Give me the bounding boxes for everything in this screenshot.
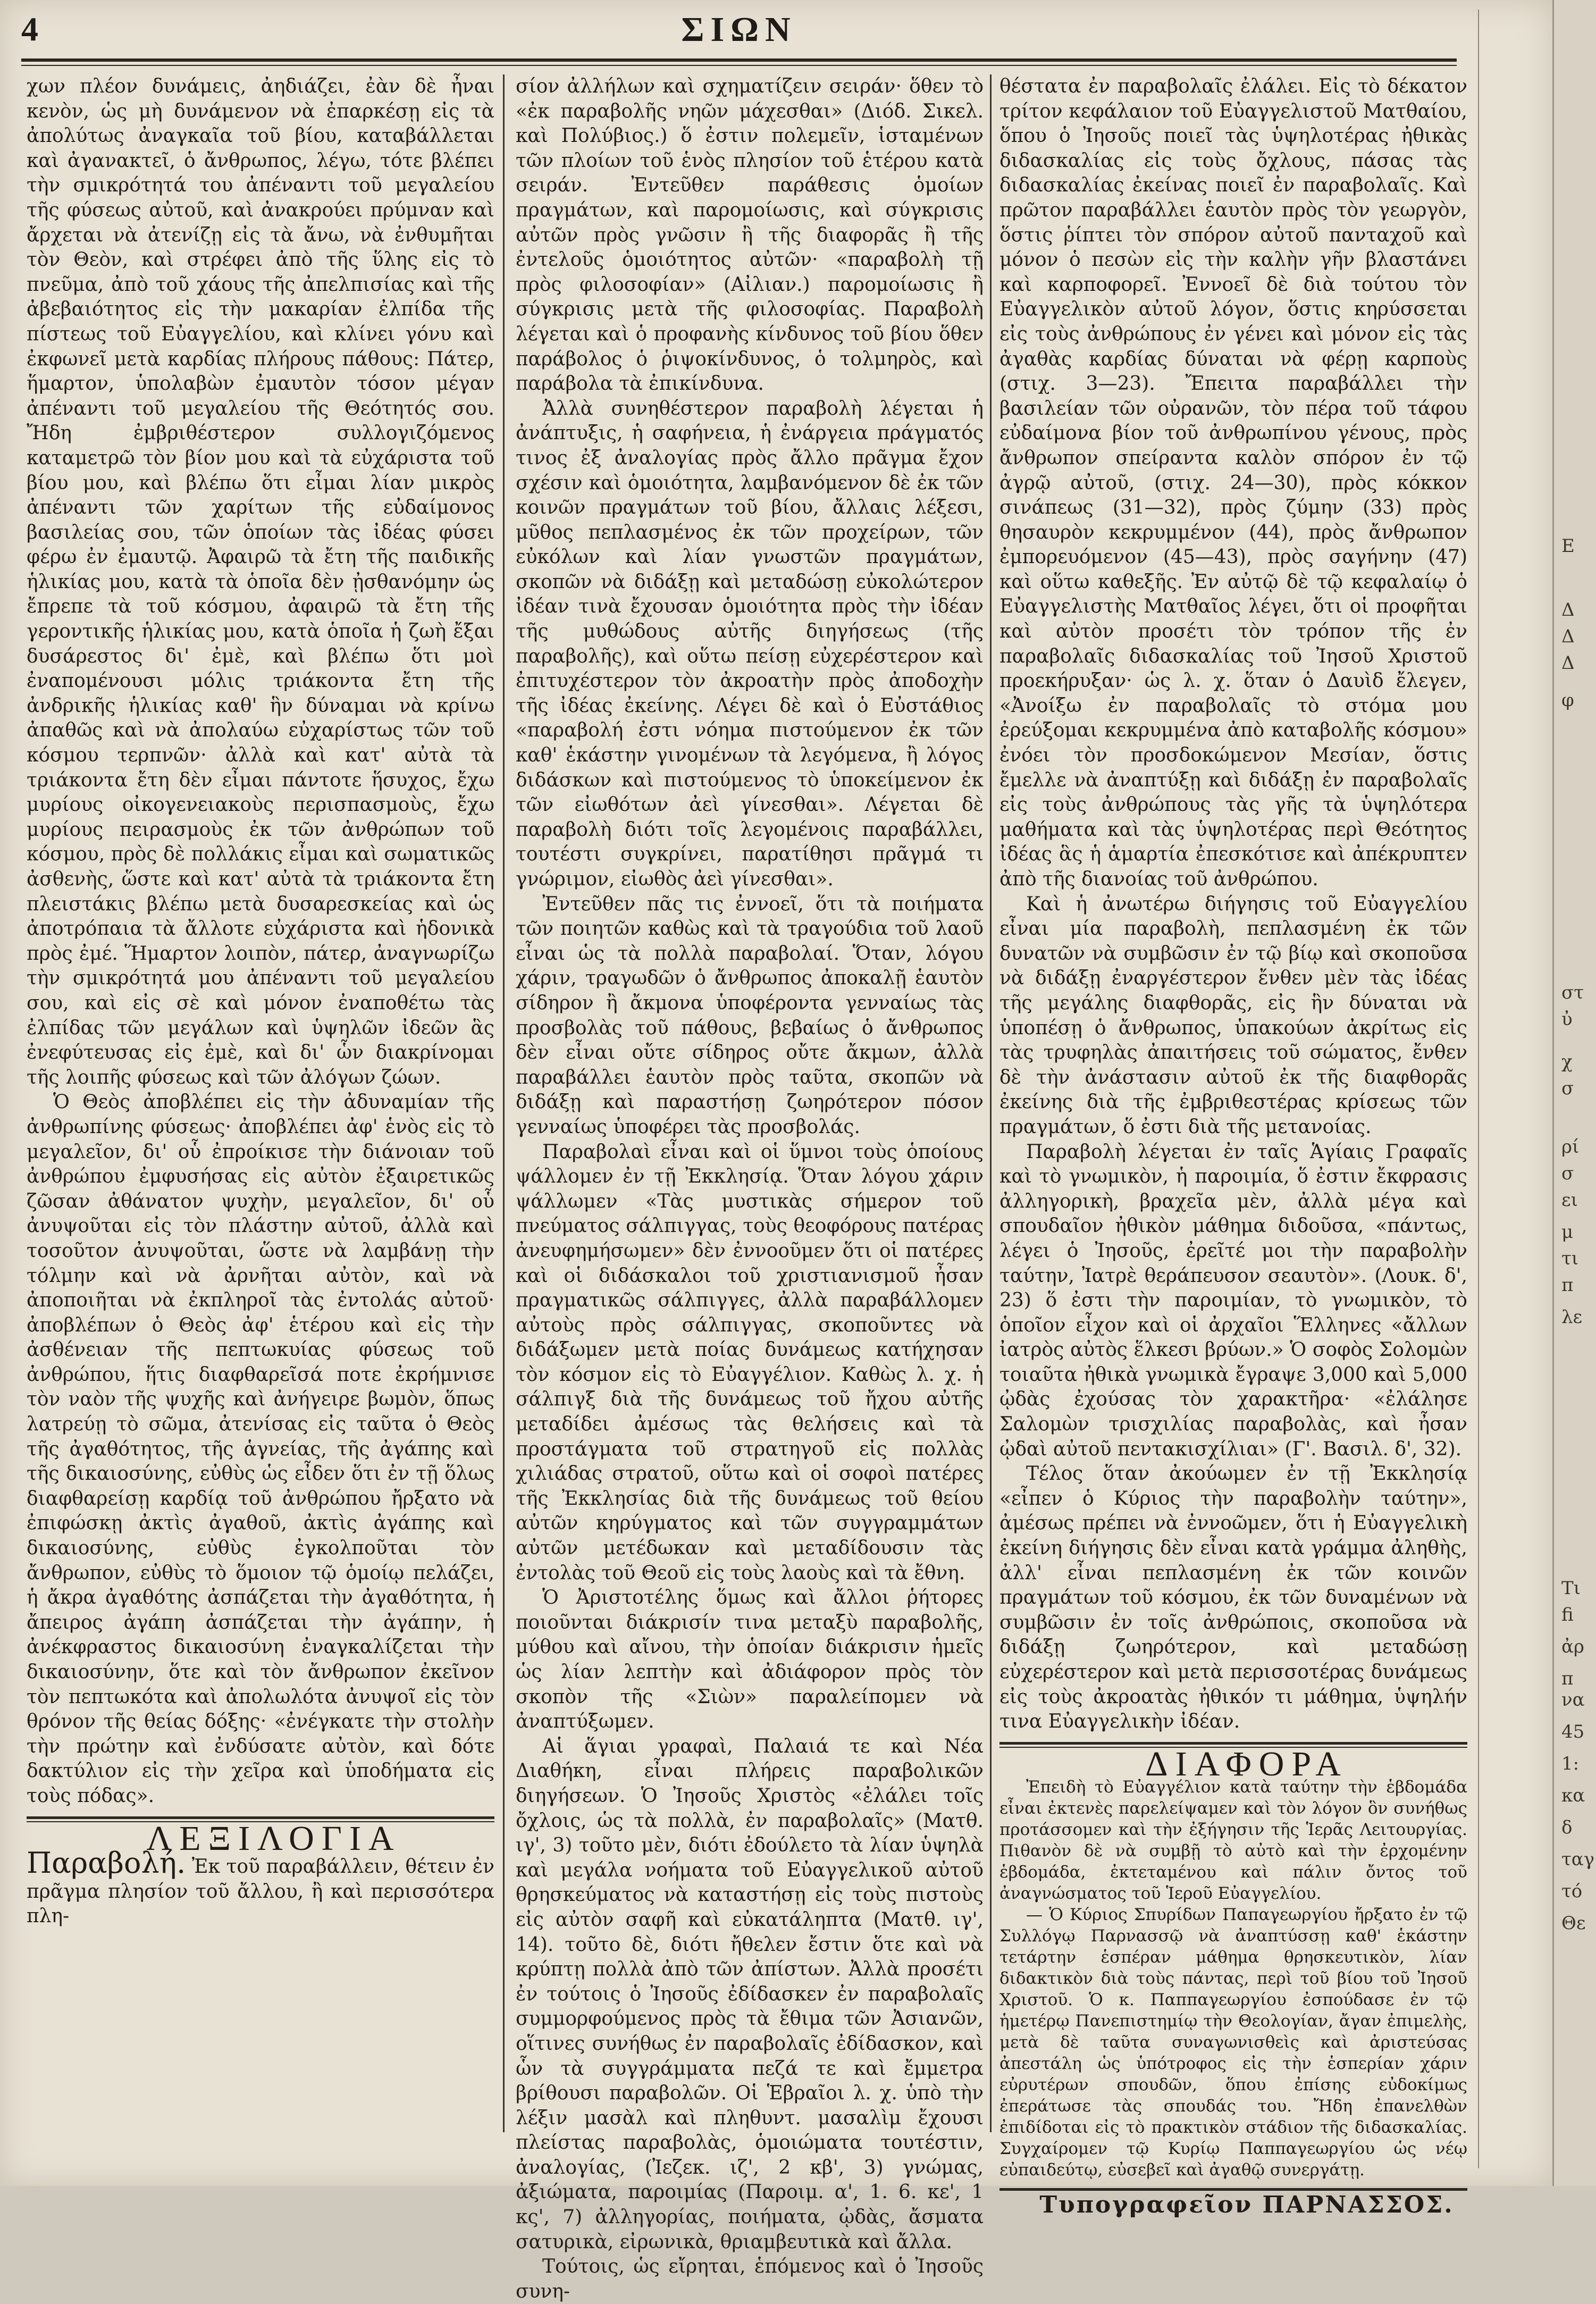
section-rule [999,2188,1467,2191]
col3-paragraph: Παραβολὴ λέγεται ἐν ταῖς Ἁγίαις Γραφαῖς καὶ τὸ γνωμικὸν, ἡ παροιμία, ὅ ἐστιν ἔκφρασις ἀλληγορικὴ, βραχεῖα μὲν, ἀλλὰ μέγα καὶ σπουδαῖον ἠθικὸν μάθημα διδοῦσα, «πάντως, λέγει ὁ Ἰησοῦς, ἐρεῖτέ μοι τὴν παραβολὴν ταύτην, Ἰατρὲ θεράπευσον σεαυτὸν». (Λουκ. δ', 23) ὅ ἐστι τὴν παροιμίαν, τὸ γνωμικὸν, τὸ ὁποῖον εἶχον καὶ οἱ ἀρχαῖοι Ἕλληνες «ἄλλων ἰατρὸς αὐτὸς ἕλκεσι βρύων.» Ὁ σοφὸς Σολομὼν τοιαῦτα ἠθικὰ γνωμικὰ ἔγραψε 3,000 καὶ 5,000 ᾠδὰς ἐχούσας τὸν χαρακτῆρα· «ἐλάλησε Σαλομὼν τρισχιλίας παραβολὰς, καὶ ἦσαν ᾠδαὶ αὐτοῦ πεντακισχίλιαι» (Γ'. Βασιλ. δ', 32). [999,1141,1467,1460]
col3-paragraph: θέστατα ἐν παραβολαῖς ἐλάλει. Εἰς τὸ δέκατον τρίτον κεφάλαιον τοῦ Εὐαγγελιστοῦ Ματθαίου, ὅπου ὁ Ἰησοῦς ποιεῖ τὰς ὑψηλοτέρας ἠθικὰς διδασκαλίας εἰς τοὺς ὄχλους, πάσας τὰς διδασκαλίας ἐκείνας ποιεῖ ἐν παραβολαῖς. Καὶ πρῶτον παραβάλλει ἑαυτὸν πρὸς τὸν γεωργὸν, ὅστις ῥίπτει τὸν σπόρον αὐτοῦ πανταχοῦ καὶ μόνον ὁ πεσὼν εἰς τὴν καλὴν γῆν βλαστάνει καὶ καρποφορεῖ. Ἐννοεῖ δὲ διὰ τούτου τὸν Εὐαγγελικὸν αὐτοῦ λόγον, ὅστις κηρύσσεται εἰς τοὺς ἀνθρώπους ἐν γένει καὶ μόνον εἰς τὰς ἀγαθὰς καρδίας δύναται νὰ φέρῃ καρποὺς (στιχ. 3—23). Ἔπειτα παραβάλλει τὴν βασιλείαν τῶν οὐρανῶν, τὸν πέρα τοῦ τάφου εὐδαίμονα βίον τοῦ ἀνθρωπίνου γένους, πρὸς ἄνθρωπον σπείραντα καλὸν σπόρον ἐν τῷ ἀγρῷ αὐτοῦ, (στιχ. 24—30), πρὸς κόκκον σινάπεως (31—32), πρὸς ζύμην (33) πρὸς θησαυρὸν κεκρυμμένον (44), πρὸς ἄνθρωπον ἐμπορευόμενον (45—43), πρὸς σαγήνην (47) καὶ οὕτω καθεξῆς. Ἐν αὐτῷ δὲ τῷ κεφαλαίῳ ὁ Εὐαγγελιστὴς Ματθαῖος λέγει, ὅτι οἱ προφῆται καὶ αὐτὸν προσέτι τὸν τρόπον τῆς ἐν παραβολαῖς διδασκαλίας τοῦ Ἰησοῦ Χριστοῦ προεκήρυξαν· ὡς λ. χ. ὅταν ὁ Δαυὶδ ἔλεγεν, «Ἀνοίξω ἐν παραβολαῖς τὸ στόμα μου ἐρεύξομαι κεκρυμμένα ἀπὸ καταβολῆς κόσμου» ἐνόει τὸν προσδοκώμενον Μεσίαν, ὅστις ἔμελλε νὰ ἀναπτύξῃ καὶ διδάξῃ ἐν παραβολαῖς εἰς τοὺς ἀνθρώπους τὰς γῆς τὰ ὑψηλότερα μαθήματα καὶ τὰς ὑψηλοτέρας περὶ Θεότητος ἰδέας ἃς ἡ ἁμαρτία ἐπεσκότισε καὶ ἀπέκρυπτεν ἀπὸ τῆς διανοίας τοῦ ἀνθρώπου. [999,76,1467,890]
column-2 [516,74,984,2302]
adjacent-page-fragment: κα [1561,1785,1585,1806]
adjacent-page-fragment: Θε [1561,1913,1586,1934]
adjacent-page-fragment: σ [1561,1163,1574,1184]
adjacent-page-fragment: ρί [1561,1136,1580,1158]
adjacent-page-fragment: Δ [1561,652,1575,674]
col2-paragraph: Ἀλλὰ συνηθέστερον παραβολὴ λέγεται ἡ ἀνάπτυξις, ἡ σαφήνεια, ἡ ἐνάργεια πράγματός τινος ἐξ ἀναλογίας πρὸς ἄλλο πρᾶγμα ἔχον σχέσιν καὶ ὁμοιότητα, λαμβανόμενον δὲ ἐκ τῶν κοινῶν πραγμάτων τοῦ βίου, ἄλλαις λέξεσι, μῦθος πεπλασμένος ἐκ τῶν προχείρων, τῶν εὐκόλων καὶ λίαν γνωστῶν πραγμάτων, σκοπῶν νὰ διδάξῃ καὶ μεταδώσῃ εὐκολώτερον ἰδέαν τινὰ ἔχουσαν ὁμοιότητα πρὸς τὴν ἰδέαν τῆς μυθώδους αὐτῆς διηγήσεως (τῆς παραβολῆς), καὶ οὕτω πείσῃ εὐχερέστερον καὶ ἐπιτυχέστερον τὸν ἀκροατὴν πρὸς ἀποδοχὴν τῆς ἰδέας ἐκείνης. Λέγει δὲ καὶ ὁ Εὐστάθιος «παραβολή ἐστι νόημα πιστούμενον ἐκ τῶν καθ' ἑκάστην γινομένων τὰ λεγόμενα, ἢ λόγος διδάσκων καὶ πιστούμενος τὸ ὑποκείμενον ἐκ τῶν εἰωθότων ἀεὶ γίνεσθαι». Λέγεται δὲ παραβολὴ διότι τοῖς λεγομένοις παραβάλλει, τουτέστι συγκρίνει, παρατίθησι πρᾶγμά τι γνώριμον, εἰωθὸς ἀεὶ γίνεσθαι». [516,397,984,890]
header-rule-thin [21,65,1457,66]
page-number: 4 [21,10,38,48]
column-divider [503,74,505,2132]
col3-paragraph: Καὶ ἡ ἀνωτέρω διήγησις τοῦ Εὐαγγελίου εἶναι μία παραβολὴ, πεπλασμένη ἐκ τῶν δυνατῶν νὰ συμβῶσιν ἐν τῷ βίῳ καὶ σκοποῦσα νὰ διδάξῃ ἐναργέστερον ἔνθεν μὲν τὰς ἰδέας τῆς μεγάλης διαφθορᾶς, εἰς ἣν δύναται νὰ ὑποπέσῃ ὁ ἄνθρωπος, ὑπακούων ἀκρίτως εἰς τὰς τρυφηλὰς ἀπαιτήσεις τοῦ σώματος, ἔνθεν δὲ τὴν ἀνάστασιν αὐτοῦ ἐκ τῆς διαφθορᾶς ἐκείνης διὰ τῆς ἐμβριθεστέρας κρίσεως τῶν πραγμάτων, ὅ ἐστι διὰ τῆς μετανοίας. [999,893,1467,1138]
lexilogia-definition: Ἐκ τοῦ παραβάλλειν, θέτειν ἐν πρᾶγμα πλησίον τοῦ ἄλλου, ἢ καὶ περισσότερα πλη- [27,1856,494,1928]
printer-imprint: Τυπογραφεῖον ΠΑΡΝΑΣΣΟΣ. [1039,2191,1454,2219]
margin-rule [1478,10,1479,2168]
adjacent-page-fragment: λε [1561,1306,1583,1328]
col2-paragraph: Τούτοις, ὡς εἴρηται, ἑπόμενος καὶ ὁ Ἰησοῦς συνη- [516,2256,984,2302]
col2-paragraph: Ὁ Ἀριστοτέλης ὅμως καὶ ἄλλοι ῥήτορες ποιοῦνται διάκρισίν τινα μεταξὺ παραβολῆς, μύθου καὶ αἴνου, τὴν ὁποίαν διάκρισιν ἡμεῖς ὡς λίαν λεπτὴν καὶ ἀδιάφορον πρὸς τὸν σκοπὸν τῆς «Σιὼν» παραλείπομεν νὰ ἀναπτύξωμεν. [516,1587,984,1733]
column-1 [27,74,494,2042]
col1-paragraph: Ὁ Θεὸς ἀποβλέπει εἰς τὴν ἀδυναμίαν τῆς ἀνθρωπίνης φύσεως· ἀποβλέπει ἀφ' ἑνὸς εἰς τὸ μεγαλεῖον, δι' οὗ ἐπροίκισε τὴν διάνοιαν τοῦ ἀνθρώπου ἐμφυσήσας εἰς αὐτὸν ἐξαιρετικῶς ζῶσαν ἀθάνατον ψυχὴν, μεγαλεῖον, δι' οὗ ἀνυψοῦται εἰς τὸν πλάστην αὐτοῦ, ἀλλὰ καὶ τοσοῦτον ἀνυψοῦται, ὥστε νὰ λαμβάνῃ τὴν τόλμην καὶ νὰ ἀρνῆται αὐτὸν, καὶ νὰ ἀποποιῆται νὰ ἐκπληροῖ τὰς ἐντολάς αὐτοῦ· ἀποβλέπων ὁ Θεὸς ἀφ' ἑτέρου καὶ εἰς τὴν ἀσθένειαν τῆς πεπτωκυίας φύσεως τοῦ ἀνθρώπου, ἥτις διαφθαρεῖσά ποτε ἐκρήμνισε τὸν ναὸν τῆς ψυχῆς καὶ ἀνήγειρε βωμὸν, ὅπως λατρεύῃ τὸ σῶμα, ἀτενίσας εἰς ταῦτα ὁ Θεὸς τῆς ἀγαθότητος, τῆς ἁγνείας, τῆς ἀγάπης καὶ τῆς δικαιοσύνης, εὐθὺς ὡς εἶδεν ὅτι ἐν τῇ ὅλως διαφθαρείσῃ καρδίᾳ τοῦ ἀνθρώπου ἤρξατο νὰ ἐπιφώσκῃ ἀκτὶς ἀγαθοῦ, ἀκτὶς ἀγάπης καὶ δικαιοσύνης, εὐθὺς ἐγκολποῦται τὸν ἄνθρωπον, εὐθὺς τὸ ὅμοιον τῷ ὁμοίῳ πελάζει, ἡ ἄκρα ἀγαθότης ἀσπάζεται τὴν ἀγαθότητα, ἡ ἄπειρος ἀγάπη ἀσπάζεται τὴν ἀγάπην, ἡ ἀνέκφραστος δικαιοσύνη ἐναγκαλίζεται τὴν δικαιοσύνην, ὅτε καὶ τὸν ἄνθρωπον ἐκεῖνον τὸν πεπτωκότα καὶ ἀπολωλότα ἀνυψοῖ εἰς τὸν θρόνον τῆς θείας δόξης· «ἐνέγκατε τὴν στολὴν τὴν πρώτην καὶ ἐνδύσατε αὐτὸν, καὶ δότε δακτύλιον εἰς τὴν χεῖρα καὶ ὑποδήματα εἰς τοὺς πόδας». [27,1091,494,1807]
diafora-paragraph: — Ὁ Κύριος Σπυρίδων Παπαγεωργίου ἤρξατο ἐν τῷ Συλλόγῳ Παρνασσῷ νὰ ἀναπτύσσῃ καθ' ἑκάστην τετάρτην ἑσπέραν μάθημα θρησκευτικὸν, λίαν διδακτικὸν διὰ τοὺς πάντας, περὶ τοῦ βίου τοῦ Ἰησοῦ Χριστοῦ. Ὁ κ. Παππαγεωργίου ἐσπούδασε ἐν τῷ ἡμετέρῳ Πανεπιστημίῳ τὴν Θεολογίαν, ἄγαν ἐπιμελὴς, μετὰ δὲ ταῦτα συναγωνισθεὶς καὶ ἀριστεύσας ἀπεστάλη ὡς ὑπότροφος εἰς τὴν ἑσπερίαν χάριν εὐρυτέρων σπουδῶν, ὅπου ἐπίσης εὐδοκίμως ἐπεράτωσε τὰς σπουδάς του. Ἤδη ἐπανελθὼν ἐπιδίδοται εἰς τὸ πρακτικὸν στάδιον τῆς διδασκαλίας. Συγχαίρομεν τῷ Κυρίῳ Παππαγεωργίου ὡς νέῳ εὐπαιδεύτῳ, εὐσεβεῖ καὶ ἀγαθῷ συνεργάτῃ. [999,1905,1467,2180]
adjacent-page-fragment: ταγ [1561,1849,1595,1870]
adjacent-page-fragment: Τι [1561,1578,1581,1599]
adjacent-page-fragment: π [1561,1668,1574,1689]
adjacent-page-fragment: ἀρ [1561,1636,1584,1657]
col2-paragraph: σίον ἀλλήλων καὶ σχηματίζειν σειράν· ὅθεν τὸ «ἐκ παραβολῆς νηῶν μάχεσθαι» (Διόδ. Σικελ. καὶ Πολύβιος.) ὅ ἐστιν πολεμεῖν, ἱσταμένων τῶν πλοίων τοῦ ἑνὸς πλησίον τοῦ ἑτέρου κατὰ σειράν. Ἐντεῦθεν παράθεσις ὁμοίων πραγμάτων, καὶ παρομοίωσις, καὶ σύγκρισις αὐτῶν πρὸς γνῶσιν ἢ τῆς διαφορᾶς ἢ τῆς ἐντελοῦς ὁμοιότητος αὐτῶν· «παραβολὴ τῇ πρὸς φιλοσοφίαν» (Αἰλιαν.) παρομοίωσις ἢ σύγκρισις μετὰ τῆς φιλοσοφίας. Παραβολὴ λέγεται καὶ ὁ προφανὴς κίνδυνος τοῦ βίου ὅθεν παράβολος ὁ ῥιψοκίνδυνος, ὁ τολμηρὸς, καὶ παράβολα τὰ ἐπικίνδυνα. [516,76,984,395]
adjacent-page-fragment: φ [1561,690,1574,711]
adjacent-page-fragment: ει [1561,1189,1578,1211]
adjacent-page-fragment: χ [1561,1051,1573,1073]
lexilogia-entry [27,1846,494,1929]
section-rule [27,1816,494,1819]
column-divider [990,74,992,2132]
adjacent-page-fragment: σ [1561,1078,1574,1099]
adjacent-page-fragment: μ [1561,1221,1574,1243]
adjacent-page-fragment: δ [1561,1817,1573,1838]
adjacent-page-fragment: π [1561,1275,1574,1296]
page-header [21,10,1457,57]
column-3 [999,74,1467,2219]
adjacent-page-fragment: τό [1561,1881,1583,1902]
adjacent-page-fragment: τι [1561,1248,1579,1269]
lexilogia-title: ΛΕΞΙΛΟΓΙΑ [146,1819,401,1858]
adjacent-page-fragment: να [1561,1689,1585,1711]
col2-paragraph: Παραβολαὶ εἶναι καὶ οἱ ὕμνοι τοὺς ὁποίους ψάλλομεν ἐν τῇ Ἐκκλησίᾳ. Ὅταν λόγου χάριν ψάλλωμεν «Τὰς μυστικὰς σήμερον τοῦ πνεύματος σάλπιγγας, τοὺς θεοφόρους πατέρας ἀνευφημήσωμεν» δὲν ἐννοοῦμεν ὅτι οἱ πατέρες καὶ οἱ διδάσκαλοι τοῦ χριστιανισμοῦ ἦσαν πραγματικῶς σάλπιγγες, ἀλλὰ παραβάλλομεν αὐτοὺς πρὸς σάλπιγγας, σκοποῦντες νὰ διδάξωμεν μετὰ ποίας δυνάμεως κατήχησαν τὸν κόσμον εἰς τὸ Εὐαγγέλιον. Καθὼς λ. χ. ἡ σάλπιγξ διὰ τῆς δυνάμεως τοῦ ἤχου αὐτῆς μεταδίδει ἀμέσως τὰς θελήσεις καὶ τὰ προστάγματα τοῦ στρατηγοῦ εἰς πολλὰς χιλιάδας στρατοῦ, οὕτω καὶ οἱ σοφοὶ πατέρες τῆς Ἐκκλησίας διὰ τῆς δυνάμεως τοῦ θείου αὐτῶν κηρύγματος καὶ τῶν συγγραμμάτων αὐτῶν μετέδωκαν καὶ μεταδίδουσιν τὰς ἐντολὰς τοῦ Θεοῦ εἰς τοὺς λαοὺς καὶ τὰ ἔθνη. [516,1141,984,1584]
adjacent-page-fragment: ὐ [1561,1009,1573,1030]
adjacent-page-fragment: Δ [1561,626,1575,647]
masthead-title: ΣΙΩΝ [681,10,797,49]
diafora-paragraph: Ἐπειδὴ τὸ Εὐαγγέλιον κατὰ ταύτην τὴν ἑβδομάδα εἶναι ἐκτενὲς παρελείψαμεν καὶ τὸν λόγον ὃν συνήθως προτάσσομεν καὶ τὴν ἐξήγησιν τῆς Ἱερᾶς Λειτουργίας. Πιθανὸν δὲ νὰ συμβῇ τὸ αὐτὸ καὶ τὴν ἐρχομένην ἑβδομάδα, ἐκτεταμένου καὶ πάλιν ὄντος τοῦ ἀναγνώσματος τοῦ Ἱεροῦ Εὐαγγελίου. [999,1778,1467,1904]
adjacent-page-fragment: 1: [1561,1753,1580,1774]
adjacent-page-fragment: Δ [1561,599,1575,621]
col2-paragraph: Αἱ ἅγιαι γραφαὶ, Παλαιά τε καὶ Νέα Διαθήκη, εἶναι πλήρεις παραβολικῶν διηγήσεων. Ὁ Ἰησοῦς Χριστὸς «ἐλάλει τοῖς ὄχλοις, ὡς τὰ πολλὰ, ἐν παραβολαῖς» (Ματθ. ιγ', 3) τοῦτο μὲν, διότι ἐδούλετο τὰ λίαν ὑψηλὰ καὶ μεγάλα νοήματα τοῦ Εὐαγγελικοῦ αὐτοῦ θρησκεύματος νὰ καταστήσῃ εἰς τοὺς πιστοὺς εἰς αὐτὸν σαφῆ καὶ εὐκατάληπτα (Ματθ. ιγ', 14). τοῦτο δὲ, διότι ἤθελεν ἔστιν ὅτε καὶ νὰ κρύπτῃ πολλὰ ἀπὸ τῶν ἀπίστων. Ἀλλὰ προσέτι ἐν τούτοις ὁ Ἰησοῦς ἐδίδασκεν ἐν παραβολαῖς συμμορφούμενος πρὸς τὰ ἔθιμα τῶν Ἀσιανῶν, οἵτινες συνήθως ἐν παραβολαῖς ἐδίδασκον, καὶ ὧν τὰ συγγράμματα πεζά τε καὶ ἔμμετρα βρίθουσι παραβολῶν. Οἱ Ἑβραῖοι λ. χ. ὑπὸ τὴν λέξιν μασὰλ καὶ πληθυντ. μασαλὶμ ἔχουσι πλείστας παραβολὰς, ὁμοιώματα τουτέστιν, ἀναλογίας, (Ἰεζεκ. ιζ', 2 κβ', 3) γνώμας, ἀξιώματα, παροιμίας (Παροιμ. α', 1. 6. κε', 1 κς', 7) ἀλληγορίας, ποιήματα, ᾠδὰς, ἄσματα σατυρικὰ, εἰρωνικὰ, θριαμβευτικὰ καὶ ἄλλα. [516,1735,984,2253]
col1-paragraph: χων πλέον δυνάμεις, ἀηδιάζει, ἐὰν δὲ ἦναι κενὸν, ὡς μὴ δυνάμενον νὰ ἐπαρκέσῃ εἰς τὰ ἀπολύτως ἀναγκαῖα τοῦ βίου, καταβάλλεται καὶ ἀγανακτεῖ, ὁ ἄνθρωπος, λέγω, τότε βλέπει τὴν σμικρότητά του ἀπέναντι τοῦ μεγαλείου τῆς φύσεως αὐτοῦ, καὶ ἀνακρούει πρύμναν καὶ ἄρχεται νὰ ἀτενίζῃ εἰς τὰ ἄνω, νὰ ἐνθυμῆται τὸν Θεὸν, καὶ στρέφει ἀπὸ τῆς ὕλης εἰς τὸ πνεῦμα, ἀπὸ τοῦ χάους τῆς ἀπελπισίας καὶ τῆς ἀβεβαιότητος εἰς τὴν μακαρίαν ἐλπίδα τῆς πίστεως τοῦ Εὐαγγελίου, καὶ κλίνει γόνυ καὶ ἐκφωνεῖ μετὰ καρδίας πλήρους πάθους: Πάτερ, ἥμαρτον, ὑπολαβὼν ἐμαυτὸν τόσον μέγαν ἀπέναντι τοῦ μεγαλείου τῆς Θεότητός σου. Ἤδη ἐμβριθέστερον συλλογιζόμενος καταμετρῶ τὸν βίον μου καὶ τὰ εὐχάριστα τοῦ βίου μου, καὶ βλέπω ὅτι εἶμαι λίαν μικρὸς ἀπέναντι τῶν χαρίτων τῆς εὐδαίμονος βασιλείας σου, τῶν ὁποίων τὰς ἰδέας φύσει φέρω ἐν ἐμαυτῷ. Ἀφαιρῶ τὰ ἔτη τῆς παιδικῆς ἡλικίας μου, κατὰ τὰ ὁποῖα δὲν ᾐσθανόμην ὡς ἔπρεπε τὰ τοῦ κόσμου, ἀφαιρῶ τὰ ἔτη τῆς γεροντικῆς ἡλικίας μου, κατὰ ὁποῖα ἡ ζωὴ ἔξαι δυσάρεστος δι' ἐμὲ, καὶ βλέπω ὅτι μοὶ ἐναπομένουσι μόλις τριάκοντα ἔτη τῆς ἀνδρικῆς ἡλικίας καθ' ἣν δύναμαι νὰ κρίνω ἀπαθῶς καὶ νὰ ἀπολαύω εὐχαρίστως τῶν τοῦ κόσμου τερπνῶν· ἀλλὰ καὶ κατ' αὐτὰ τὰ τριάκοντα ἔτη δὲν εἶμαι πάντοτε ἥσυχος, ἔχω μυρίους οἰκογενειακοὺς περισπασμοὺς, ἔχω μυρίους πειρασμοὺς ἐκ τῶν ἀνθρώπων τοῦ κόσμου, πρὸς δὲ πολλάκις εἶμαι καὶ σωματικῶς ἀσθενὴς, ὥστε καὶ κατ' αὐτὰ τὰ τριάκοντα ἔτη πλειστάκις βλέπω μετὰ δυσαρεσκείας καὶ ὡς ἀποτρόπαια τὰ ἄλλοτε εὐχάριστα καὶ ἡδονικὰ πρὸς ἐμέ. Ἥμαρτον λοιπὸν, πάτερ, ἀναγνωρίζω τὴν σμικρότητά μου ἀπέναντι τοῦ μεγαλείου σου, καὶ εἰς σὲ καὶ μόνον ἐναποθέτω τὰς ἐλπίδας τῶν μεγάλων καὶ ὑψηλῶν ἰδεῶν ἃς ἐνεφύτευσας εἰς ἐμὲ, καὶ δι' ὧν διακρίνομαι τῆς λοιπῆς φύσεως καὶ τῶν ἀλόγων ζώων. [27,76,494,1088]
diafora-title: ΔΙΑΦΟΡΑ [1145,1744,1348,1783]
adjacent-page-fragment: fi [1561,1604,1574,1626]
adjacent-page-fragment: 45 [1561,1721,1585,1742]
adjacent-page-fragment: Ε [1561,535,1575,557]
lexilogia-term: Παραβολή. [27,1846,186,1880]
header-rule [21,58,1457,62]
adjacent-page-edge [1552,0,1596,2186]
col2-paragraph: Ἐντεῦθεν πᾶς τις ἐννοεῖ, ὅτι τὰ ποιήματα τῶν ποιητῶν καθὼς καὶ τὰ τραγούδια τοῦ λαοῦ εἶναι ὡς τὰ πολλὰ παραβολαί. Ὅταν, λόγου χάριν, τραγωδῶν ὁ ἄνθρωπος ἀποκαλῇ ἑαυτὸν σίδηρον ἢ ἄκμονα ὑποφέροντα γενναίως τὰς προσβολὰς τοῦ πάθους, βεβαίως ὁ ἄνθρωπος δὲν εἶναι οὔτε σίδηρος οὔτε ἄκμων, ἀλλὰ παραβάλλει ἑαυτὸν πρὸς ταῦτα, σκοπῶν νὰ διδάξῃ καὶ παραστήσῃ ζωηρότερον πόσον γενναίως ὑποφέρει τὰς προσβολάς. [516,893,984,1138]
adjacent-page-fragment: στ [1561,982,1584,1003]
col3-paragraph: Τέλος ὅταν ἀκούωμεν ἐν τῇ Ἐκκλησίᾳ «εἶπεν ὁ Κύριος τὴν παραβολὴν ταύτην», ἀμέσως πρέπει νὰ ἐννοῶμεν, ὅτι ἡ Εὐαγγελικὴ ἐκείνη διήγησις δὲν εἶναι κατὰ γράμμα ἀληθὴς, ἀλλ' εἶναι πεπλασμένη ἐκ τῶν κοινῶν πραγμάτων τοῦ κόσμου, ἐκ τῶν δυναμένων νὰ συμβῶσιν ἐν τοῖς ἀνθρώποις, σκοποῦσα νὰ διδάξῃ ζωηρότερον, καὶ μεταδώσῃ εὐχερέστερον καὶ μετὰ περισσοτέρας δυνάμεως εἰς τοὺς ἀκροατὰς ἠθικόν τι μάθημα, ὑψηλήν τινα Εὐαγγελικὴν ἰδέαν. [999,1463,1467,1733]
